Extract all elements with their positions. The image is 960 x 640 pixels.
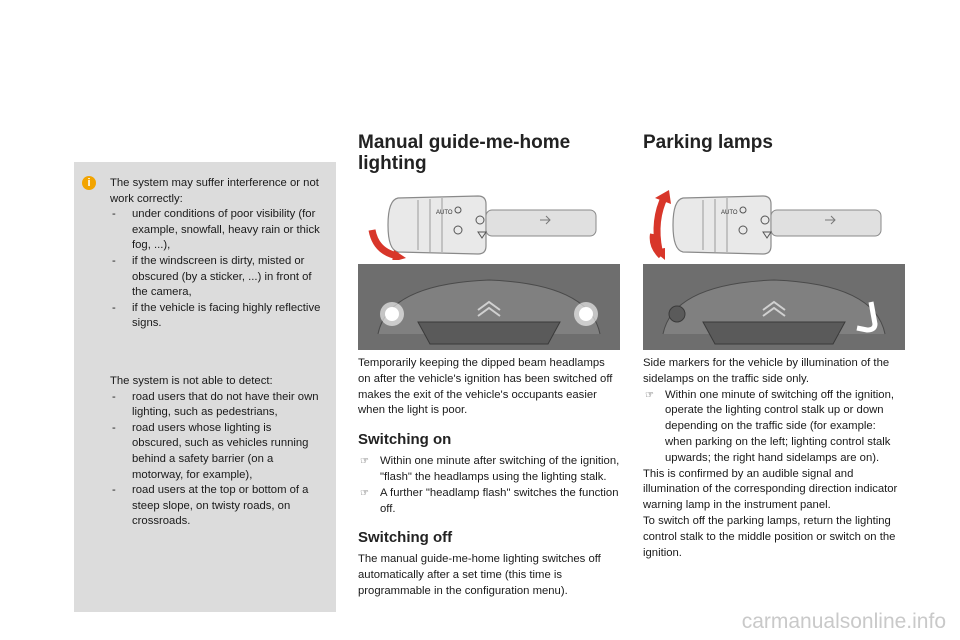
list-item: - under conditions of poor visibility (for example, snowfall, heavy rain or thick fog, ...), (110, 207, 324, 254)
info-icon: i (82, 176, 96, 190)
section-intro: Temporarily keeping the dipped beam headlamps on after the vehicle's ignition has been switched off makes the exit of the vehicle's occupants easier when the light is poor. (358, 357, 613, 417)
note-section-1 (110, 176, 324, 332)
list-item: - road users whose lighting is obscured, such as vehicles running behind a safety barrier (on a motorway, for example), (110, 421, 324, 483)
list-item: - road users that do not have their own lighting, such as pedestrians, (110, 390, 324, 421)
list-item: ☞ Within one minute of switching off the ignition, operate the lighting control stalk up or down depending on the traffic side (for example: when parking on the left; lighting control stalk upwards; the right hand sidelamps are on). (643, 388, 905, 467)
lighting-stalk-illustration (358, 190, 620, 260)
note-paragraph: The system is not able to detect: (110, 375, 273, 387)
note-list-1 (110, 207, 324, 332)
section-title: Manual guide-me-home lighting (358, 132, 571, 174)
subsection-heading: Switching on (358, 431, 452, 449)
note-paragraph: The system may suffer interference or not work correctly: (110, 177, 319, 205)
guide-me-home-section (358, 132, 620, 600)
parking-lamps-section (643, 132, 905, 561)
list-item: - road users at the top or bottom of a steep slope, on twisty roads, on crossroads. (110, 483, 324, 530)
stalk-label: AUTO (436, 210, 453, 216)
list-item: ☞ Within one minute after switching of the ignition, "flash" the headlamps using the lighting stalk. (358, 454, 620, 486)
section-intro: Side markers for the vehicle by illumination of the sidelamps on the traffic side only. (643, 357, 890, 385)
switching-on-list (358, 454, 620, 517)
confirmation-text: This is confirmed by an audible signal and illumination of the corresponding direction indicator warning lamp in the instrument panel. (643, 467, 898, 512)
watermark: carmanualsonline.info (741, 610, 946, 633)
list-item: - if the windscreen is dirty, misted or obscured (by a sticker, ...) in front of the camera, (110, 254, 324, 301)
info-note-box (74, 162, 336, 612)
lighting-stalk-illustration (643, 190, 905, 260)
list-item: ☞ A further "headlamp flash" switches the function off. (358, 486, 620, 518)
switching-off-text: The manual guide-me-home lighting switches off automatically after a set time (this time is programmable in the configuration menu). (358, 553, 601, 597)
parking-steps-list (643, 388, 905, 467)
note-list-2 (110, 390, 324, 530)
stalk-label: AUTO (721, 210, 738, 216)
note-section-2 (110, 374, 324, 530)
subsection-heading: Switching off (358, 529, 453, 547)
car-front-illustration (358, 264, 620, 350)
switch-off-text: To switch off the parking lamps, return the lighting control stalk to the middle position or switch on the ignition. (643, 514, 896, 559)
car-front-illustration (643, 264, 905, 350)
list-item: - if the vehicle is facing highly reflective signs. (110, 301, 324, 332)
section-title: Parking lamps (643, 132, 773, 153)
